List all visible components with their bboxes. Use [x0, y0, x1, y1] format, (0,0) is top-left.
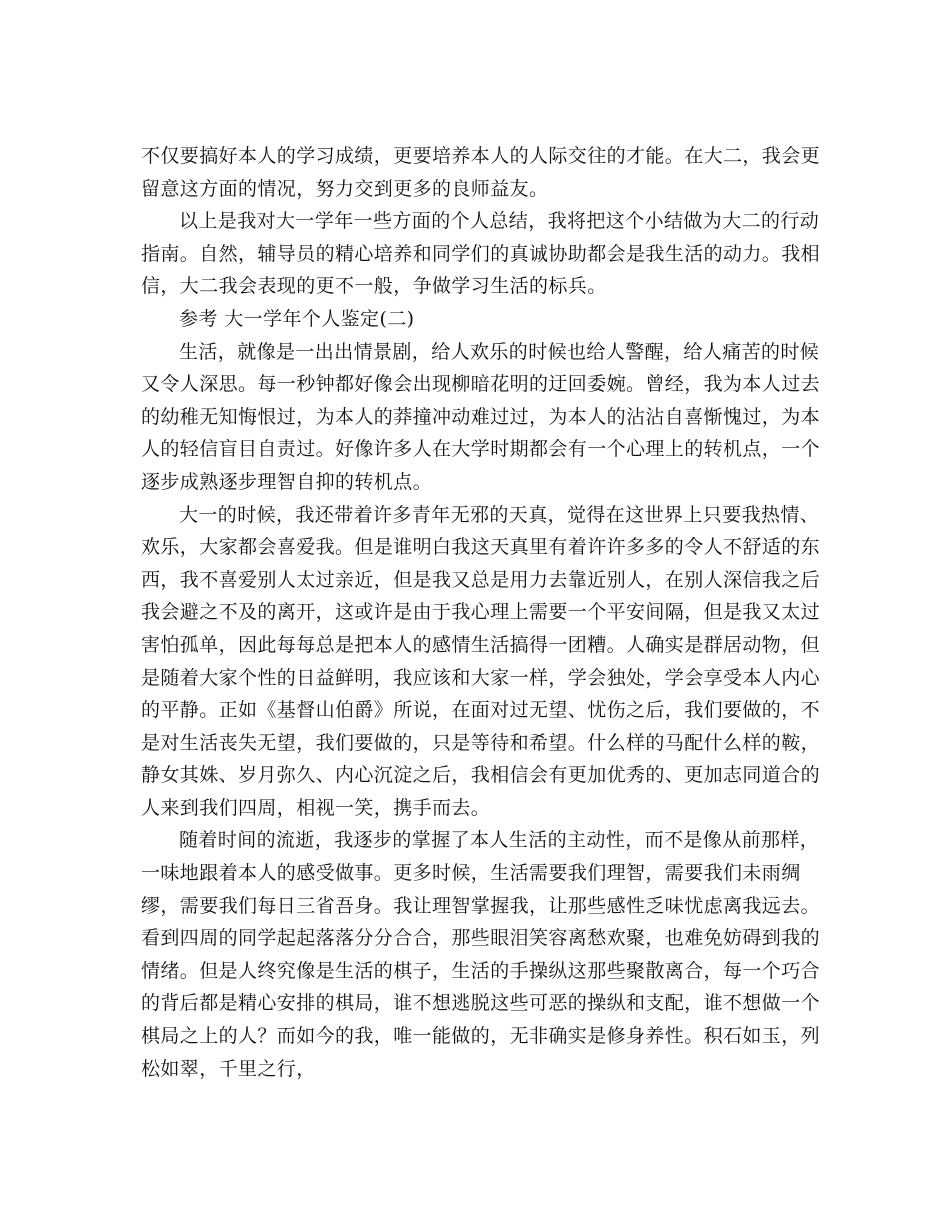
section-heading: 参考 大一学年个人鉴定(二): [179, 307, 415, 330]
document-body: [141, 140, 831, 1085]
paragraph-4: 大一的时候，我还带着许多青年无邪的天真，觉得在这世界上只要我热情、欢乐，大家都会喜爱我。但是谁明白我这天真里有着许许多多的令人不舒适的东西，我不喜爱别人太过亲近，但是我又总是用力去靠近别人，在别人深信我之后我会避之不及的离开，这或许是由于我心理上需要一个平安间隔，但是我又太过害怕孤单，因此每每总是把本人的感情生活搞得一团糟。人确实是群居动物，但是随着大家个性的日益鲜明，我应该和大家一样，学会独处，学会享受本人内心的平静。正如《基督山伯爵》所说，在面对过无望、忧伤之后，我们要做的，不是对生活丧失无望，我们要做的，只是等待和希望。什么样的马配什么样的鞍，静女其姝、岁月弥久、内心沉淀之后，我相信会有更加优秀的、更加志同道合的人来到我们四周，相视一笑，携手而去。: [141, 503, 821, 819]
paragraph-1: 不仅要搞好本人的学习成绩，更要培养本人的人际交往的才能。在大二，我会更留意这方面的情况，努力交到更多的良师益友。: [141, 145, 821, 200]
paragraph-2: 以上是我对大一学年一些方面的个人总结，我将把这个小结做为大二的行动指南。自然，辅导员的精心培养和同学们的真诚协助都会是我生活的动力。我相信，大二我会表现的更不一般，争做学习生活的标兵。: [141, 210, 821, 298]
paragraph-3: 生活，就像是一出出情景剧，给人欢乐的时候也给人警醒，给人痛苦的时候又令人深思。每一秒钟都好像会出现柳暗花明的迂回委婉。曾经，我为本人过去的幼稚无知悔恨过，为本人的莽撞冲动难过过，为本人的沾沾自喜惭愧过，为本人的轻信盲目自责过。好像许多人在大学时期都会有一个心理上的转机点，一个逐步成熟逐步理智自抑的转机点。: [141, 340, 821, 493]
paragraph-5: 随着时间的流逝，我逐步的掌握了本人生活的主动性，而不是像从前那样，一味地跟着本人的感受做事。更多时候，生活需要我们理智，需要我们未雨绸缪，需要我们每日三省吾身。我让理智掌握我，让那些感性乏味忧虑离我远去。看到四周的同学起起落落分分合合，那些眼泪笑容离愁欢聚，也难免妨碍到我的情绪。但是人终究像是生活的棋子，生活的手操纵这那些聚散离合，每一个巧合的背后都是精心安排的棋局，谁不想逃脱这些可恶的操纵和支配，谁不想做一个棋局之上的人？而如今的我，唯一能做的，无非确实是修身养性。积石如玉，列松如翠，千里之行，: [141, 829, 821, 1080]
